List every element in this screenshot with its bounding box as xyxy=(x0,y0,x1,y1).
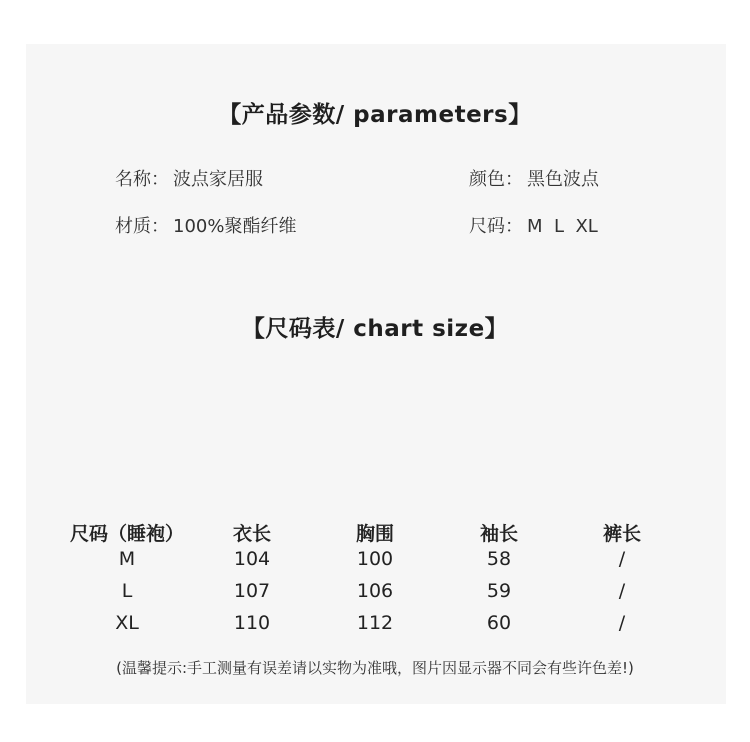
param-name-value: 波点家居服 xyxy=(173,169,263,190)
param-name xyxy=(115,165,263,191)
sleeve-column xyxy=(439,519,559,639)
cell-chest-m: 100 xyxy=(356,548,394,570)
param-separator: ： xyxy=(151,169,169,190)
header-chest: 胸围 xyxy=(355,523,394,545)
param-separator: ： xyxy=(151,216,169,237)
param-material-label: 材质 xyxy=(115,216,151,237)
cell-size-m: M xyxy=(118,548,136,570)
parameters-title: 【产品参数/ parameters】 xyxy=(218,102,532,128)
param-color-label: 颜色 xyxy=(469,169,505,190)
cell-length-xl: 110 xyxy=(233,612,271,634)
measurement-note: (温馨提示:手工测量有误差请以实物为准哦，图片因显示器不同会有些许色差!) xyxy=(116,659,634,677)
param-size-label: 尺码 xyxy=(469,216,505,237)
chest-column xyxy=(315,519,435,639)
cell-length-m: 104 xyxy=(233,548,271,570)
cell-size-l: L xyxy=(121,580,133,602)
header-pants: 裤长 xyxy=(602,523,641,545)
param-color xyxy=(469,165,599,191)
param-name-label: 名称 xyxy=(115,169,151,190)
param-material xyxy=(115,212,296,238)
cell-sleeve-l: 59 xyxy=(486,580,512,602)
size-column xyxy=(62,519,192,639)
cell-chest-l: 106 xyxy=(356,580,394,602)
cell-pants-l: / xyxy=(618,580,626,602)
cell-sleeve-xl: 60 xyxy=(486,612,512,634)
pants-column xyxy=(562,519,682,639)
cell-pants-m: / xyxy=(618,548,626,570)
param-color-value: 黑色波点 xyxy=(527,169,599,190)
size-chart-title: 【尺码表/ chart size】 xyxy=(241,316,509,342)
header-sleeve: 袖长 xyxy=(479,523,518,545)
param-size xyxy=(469,212,598,238)
cell-length-l: 107 xyxy=(233,580,271,602)
header-size: 尺码（睡袍） xyxy=(69,523,184,545)
cell-size-xl: XL xyxy=(115,612,139,634)
cell-sleeve-m: 58 xyxy=(486,548,512,570)
param-size-value: M L XL xyxy=(527,216,598,237)
param-separator: ： xyxy=(505,169,523,190)
param-separator: ： xyxy=(505,216,523,237)
header-length: 衣长 xyxy=(232,523,271,545)
cell-pants-xl: / xyxy=(618,612,626,634)
cell-chest-xl: 112 xyxy=(356,612,394,634)
param-material-value: 100%聚酯纤维 xyxy=(173,216,297,237)
length-column xyxy=(192,519,312,639)
